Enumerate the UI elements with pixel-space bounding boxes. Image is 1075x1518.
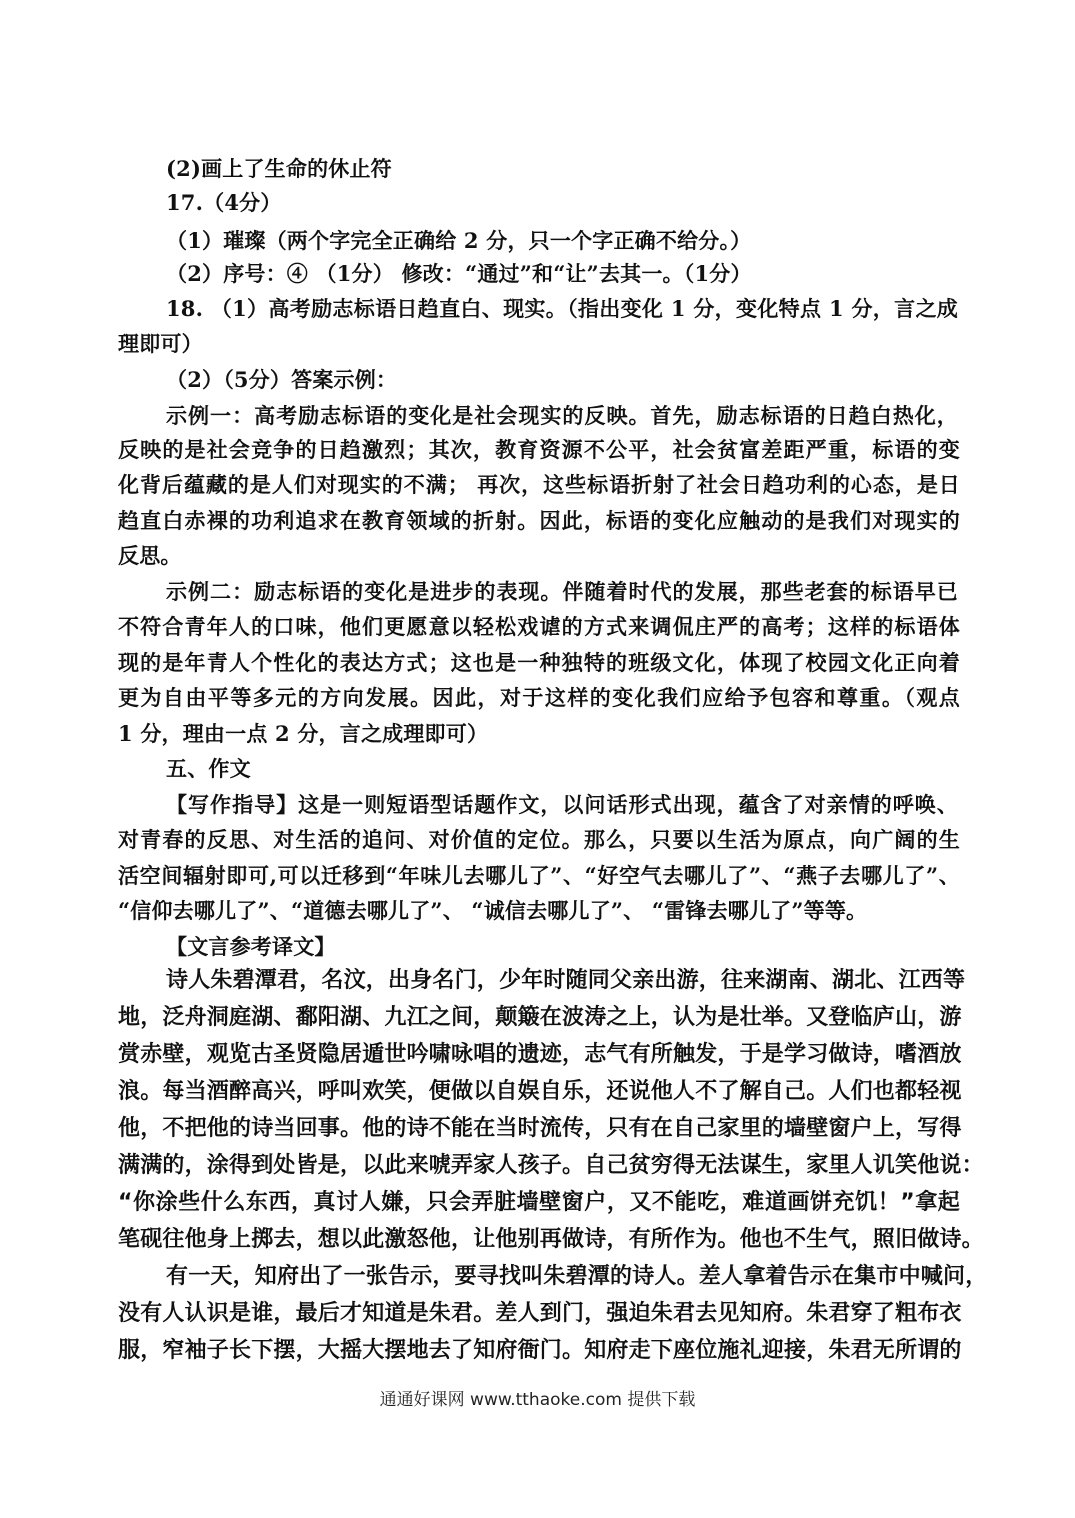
- composition-heading: 五、作文: [166, 756, 251, 781]
- writing-guide-line: 对青春的反思、对生活的追问、对价值的定位。那么，只要以生活为原点，向广阔的生: [118, 827, 960, 852]
- example-2-line: 1 分，理由一点 2 分，言之成理即可）: [118, 721, 489, 746]
- translation-line: 浪。每当酒醉高兴，呼叫欢笑，便做以自娱自乐，还说他人不了解自己。人们也都轻视: [118, 1079, 962, 1104]
- answer-18-1: 18. （1）高考励志标语日趋直白、现实。（指出变化 1 分，变化特点 1 分，言之成: [166, 296, 958, 321]
- translation-line: 满满的，涂得到处皆是，以此来唬弄家人孩子。自己贫穷得无法谋生，家里人讥笑他说：: [118, 1153, 984, 1178]
- example-2-line: 更为自由平等多元的方向发展。因此，对于这样的变化我们应给予包容和尊重。（观点: [118, 685, 960, 710]
- example-1-line: 化背后蕴藏的是人们对现实的不满； 再次，这些标语折射了社会日趋功利的心态，是日: [118, 472, 960, 497]
- example-1-line: 示例一：高考励志标语的变化是社会现实的反映。首先，励志标语的日趋白热化，: [166, 403, 958, 428]
- translation-line: “你涂些什么东西，真讨人嫌，只会弄脏墙壁窗户，又不能吃，难道画饼充饥！”拿起: [118, 1190, 960, 1215]
- translation-heading: 【文言参考译文】: [166, 934, 336, 959]
- question-17-heading: 17.（4分）: [166, 190, 282, 215]
- example-1-line: 趋直白赤裸的功利追求在教育领域的折射。因此，标语的变化应触动的是我们对现实的: [118, 508, 960, 533]
- answer-18-2: （2）（5分）答案示例：: [166, 367, 398, 392]
- translation-line: 笔砚往他身上掷去，想以此激怒他，让他别再做诗，有所作为。他也不生气，照旧做诗。: [118, 1227, 984, 1252]
- translation-line: 诗人朱碧潭君，名汶，出身名门，少年时随同父亲出游，往来湖南、湖北、江西等: [166, 968, 966, 993]
- answer-18-1-continued: 理即可）: [118, 331, 203, 356]
- example-2-line: 不符合青年人的口味，他们更愿意以轻松戏谑的方式来调侃庄严的高考；这样的标语体: [118, 614, 960, 639]
- translation-line: 他，不把他的诗当回事。他的诗不能在当时流传，只有在自己家里的墙壁窗户上，写得: [118, 1116, 962, 1141]
- example-1-line: 反思。: [118, 543, 182, 568]
- example-2-line: 示例二：励志标语的变化是进步的表现。伴随着时代的发展，那些老套的标语早已: [166, 579, 958, 604]
- translation-line: 服，窄袖子长下摆，大摇大摆地去了知府衙门。知府走下座位施礼迎接，朱君无所谓的: [118, 1338, 962, 1363]
- example-2-line: 现的是年青人个性化的表达方式；这也是一种独特的班级文化，体现了校园文化正向着: [118, 650, 960, 675]
- footer-download-note: 通通好课网 www.tthaoke.com 提供下载: [379, 1390, 696, 1410]
- translation-line: 有一天，知府出了一张告示，要寻找叫朱碧潭的诗人。差人拿着告示在集市中喊问，: [166, 1264, 988, 1289]
- writing-guide-line: 活空间辐射即可,可以迁移到“年味儿去哪儿了”、“好空气去哪儿了”、“燕子去哪儿了”、: [118, 863, 960, 888]
- example-1-line: 反映的是社会竞争的日趋激烈；其次，教育资源不公平，社会贫富差距严重，标语的变: [118, 437, 960, 462]
- translation-line: 没有人认识是谁，最后才知道是朱君。差人到门，强迫朱君去见知府。朱君穿了粗布衣: [118, 1301, 962, 1326]
- answer-16-2: (2)画上了生命的休止符: [166, 156, 392, 181]
- answer-17-2: （2）序号：④ （1分） 修改：“通过”和“让”去其一。（1分）: [166, 261, 752, 286]
- answer-17-1: （1）璀璨（两个字完全正确给 2 分，只一个字正确不给分。）: [166, 228, 752, 253]
- writing-guide-line: “信仰去哪儿了”、“道德去哪儿了”、 “诚信去哪儿了”、 “雷锋去哪儿了”等等。: [118, 898, 868, 923]
- writing-guide-line: 【写作指导】这是一则短语型话题作文，以问话形式出现，蕴含了对亲情的呼唤、: [166, 792, 958, 817]
- translation-line: 地，泛舟洞庭湖、鄱阳湖、九江之间，颠簸在波涛之上，认为是壮举。又登临庐山，游: [118, 1005, 962, 1030]
- translation-line: 赏赤壁，观览古圣贤隐居遁世吟啸咏唱的遗迹，志气有所触发，于是学习做诗，嗜酒放: [118, 1042, 962, 1067]
